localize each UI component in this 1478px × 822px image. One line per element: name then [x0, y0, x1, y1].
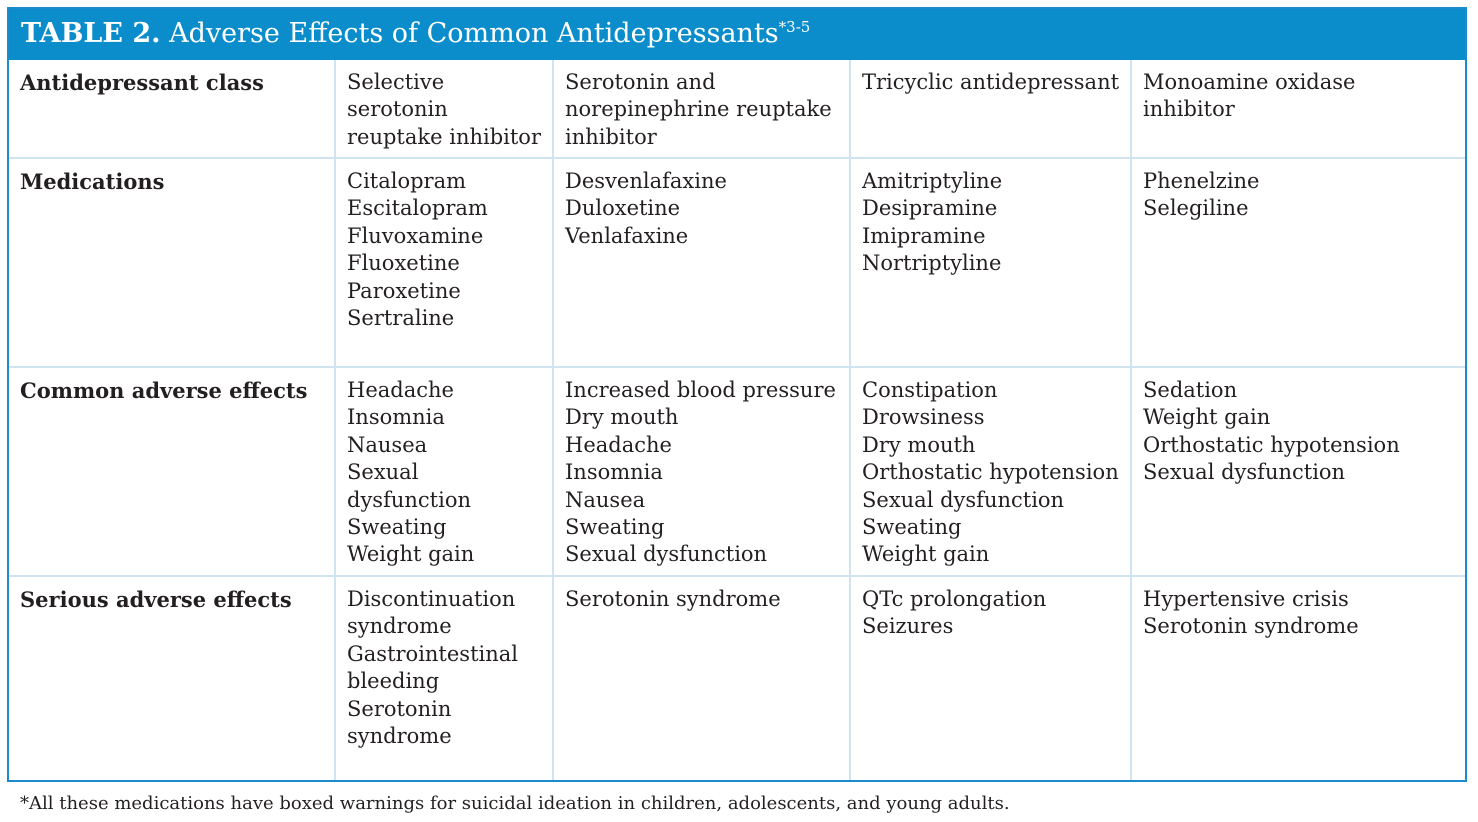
table-cell — [335, 367, 553, 576]
row-header: Antidepressant class — [9, 60, 335, 158]
cell-line: norepinephrine reuptake — [565, 97, 832, 122]
table-cell — [850, 158, 1131, 367]
table-row — [9, 576, 1465, 780]
table-row — [9, 158, 1465, 367]
table-cell — [335, 60, 553, 158]
cell-line: Nausea — [347, 432, 428, 457]
cell-line: inhibitor — [565, 124, 657, 149]
row-header: Serious adverse effects — [9, 576, 335, 780]
table-cell — [553, 576, 850, 780]
cell-line: Gastrointestinal — [347, 641, 518, 666]
cell-line: serotonin — [347, 97, 448, 122]
cell-line: Desipramine — [862, 196, 998, 221]
cell-line: Sedation — [1143, 378, 1238, 402]
cell-line: Venlafaxine — [565, 223, 689, 248]
cell-line: Paroxetine — [347, 278, 461, 303]
cell-line: bleeding — [347, 669, 440, 694]
cell-line: Fluvoxamine — [347, 223, 484, 248]
cell-line: Duloxetine — [565, 196, 681, 221]
cell-line: Selective — [347, 70, 445, 94]
table-cell — [553, 60, 850, 158]
cell-line: Weight gain — [347, 542, 475, 567]
cell-line: Fluoxetine — [347, 251, 460, 276]
table-cell — [850, 367, 1131, 576]
cell-line: Discontinuation — [347, 587, 516, 611]
cell-line: Desvenlafaxine — [565, 169, 727, 193]
table-cell — [1131, 60, 1465, 158]
cell-line: Drowsiness — [862, 405, 985, 430]
table-cell — [850, 60, 1131, 158]
table-title-bar — [9, 9, 1465, 60]
table-cell — [553, 367, 850, 576]
cell-line: Citalopram — [347, 169, 467, 193]
table-cell — [553, 158, 850, 367]
table-cell — [335, 576, 553, 780]
footnote: *All these medications have boxed warnings for suicidal ideation in children, adolescents, and young adults. — [20, 793, 1010, 814]
cell-line: inhibitor — [1143, 97, 1235, 122]
table-cell — [1131, 367, 1465, 576]
table-cell — [1131, 158, 1465, 367]
cell-line: Tricyclic antidepressant — [862, 70, 1120, 94]
cell-line: syndrome — [347, 614, 452, 639]
cell-line: Phenelzine — [1143, 169, 1260, 193]
cell-line: Constipation — [862, 378, 998, 402]
cell-line: Seizures — [862, 614, 954, 639]
cell-line: Dry mouth — [565, 405, 679, 430]
cell-line: Serotonin and — [565, 70, 716, 94]
data-grid — [9, 60, 1465, 780]
cell-line: Sertraline — [347, 306, 455, 331]
cell-line: Increased blood pressure — [565, 378, 836, 402]
cell-line: Imipramine — [862, 223, 986, 248]
table-row — [9, 60, 1465, 158]
cell-line: Insomnia — [565, 460, 663, 485]
cell-line: Selegiline — [1143, 196, 1249, 221]
cell-line: Headache — [565, 432, 672, 457]
cell-line: dysfunction — [347, 487, 471, 512]
cell-line: Serotonin syndrome — [1143, 614, 1359, 639]
title-reference: *3-5 — [778, 18, 811, 36]
cell-line: Sexual dysfunction — [862, 487, 1065, 512]
cell-line: Dry mouth — [862, 432, 976, 457]
cell-line: Headache — [347, 378, 454, 402]
table-title: Adverse Effects of Common Antidepressants — [169, 18, 779, 49]
antidepressant-table — [7, 7, 1467, 782]
row-header: Common adverse effects — [9, 367, 335, 576]
cell-line: Sweating — [862, 515, 962, 540]
cell-line: Serotonin — [347, 696, 452, 721]
cell-line: Weight gain — [1143, 405, 1271, 430]
table-cell — [850, 576, 1131, 780]
cell-line: Escitalopram — [347, 196, 488, 221]
cell-line: QTc prolongation — [862, 587, 1047, 611]
cell-line: Sexual — [347, 460, 419, 485]
cell-line: Orthostatic hypotension — [1143, 432, 1400, 457]
cell-line: Nausea — [565, 487, 646, 512]
cell-line: Monoamine oxidase — [1143, 70, 1356, 94]
cell-line: Serotonin syndrome — [565, 587, 781, 611]
cell-line: syndrome — [347, 724, 452, 749]
cell-line: Orthostatic hypotension — [862, 460, 1119, 485]
cell-line: Amitriptyline — [862, 169, 1003, 193]
row-header: Medications — [9, 158, 335, 367]
cell-line: Hypertensive crisis — [1143, 587, 1349, 611]
cell-line: Sexual dysfunction — [1143, 460, 1346, 485]
cell-line: Nortriptyline — [862, 251, 1002, 276]
cell-line: Insomnia — [347, 405, 445, 430]
cell-line: Weight gain — [862, 542, 990, 567]
cell-line: reuptake inhibitor — [347, 124, 541, 149]
cell-line: Sweating — [347, 515, 447, 540]
table-number: TABLE 2. — [21, 18, 161, 49]
cell-line: Sweating — [565, 515, 665, 540]
table-row — [9, 367, 1465, 576]
cell-line: Sexual dysfunction — [565, 542, 768, 567]
table-cell — [335, 158, 553, 367]
table-cell — [1131, 576, 1465, 780]
